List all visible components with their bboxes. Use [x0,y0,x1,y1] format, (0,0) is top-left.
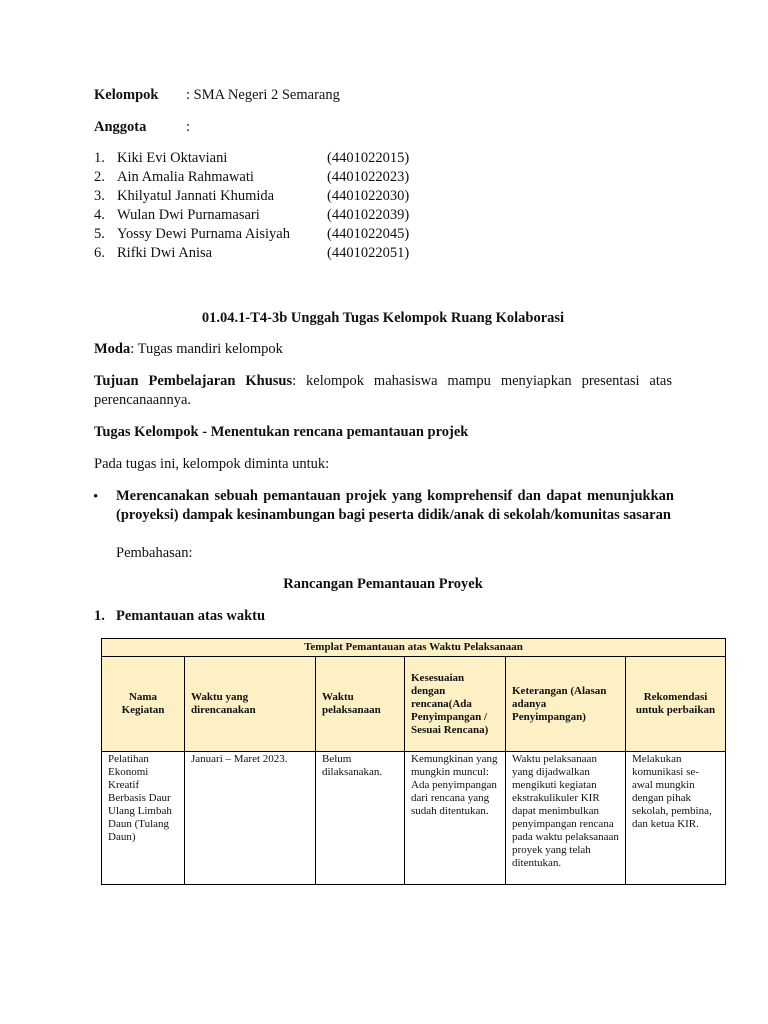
member-number: 1. [94,150,105,166]
tujuan-paragraph [94,372,672,410]
section-title: Pemantauan atas waktu [116,608,266,624]
cell-waktu-pelaksanaan: Belum dilaksanakan. [316,752,405,885]
member-id: (4401022051) [327,245,410,261]
kelompok-label: Kelompok [94,87,159,103]
member-name: Ain Amalia Rahmawati [117,169,254,185]
cell-kesesuaian-detail: Ada penyimpangan dari rencana yang sudah ditentukan. [411,779,497,817]
member-id: (4401022045) [327,226,410,242]
member-item [94,187,424,206]
intro-text: Pada tugas ini, kelompok diminta untuk: [94,456,330,472]
column-header-waktu-direncanakan: Waktu yang direncanakan [185,657,316,752]
cell-waktu-direncanakan: Januari – Maret 2023. [185,752,316,885]
member-name: Yossy Dewi Purnama Aisiyah [117,226,290,242]
anggota-label: Anggota [94,119,147,135]
member-item [94,206,424,225]
moda-line [94,340,672,359]
moda-label: Moda [94,341,131,357]
member-item [94,168,424,187]
kelompok-value: : SMA Negeri 2 Semarang [186,87,340,103]
member-id: (4401022039) [327,207,410,223]
moda-value: : Tugas mandiri kelompok [130,341,283,357]
cell-rekomendasi: Melakukan komunikasi se-awal mungkin dengan pihak sekolah, pembina, dan ketua KIR. [626,752,726,885]
column-header-kesesuaian: Kesesuaian dengan rencana(Ada Penyimpangan / Sesuai Rencana) [405,657,506,752]
monitoring-table [101,638,726,885]
member-item [94,244,424,263]
bullet-icon: • [93,489,99,505]
rancangan-title: Rancangan Pemantauan Proyek [283,576,483,592]
member-id: (4401022023) [327,169,410,185]
column-header-keterangan: Keterangan (Alasan adanya Penyimpangan) [506,657,626,752]
cell-nama-kegiatan: Pelatihan Ekonomi Kreatif Berbasis Daur Ulang Limbah Daun (Tulang Daun) [102,752,185,885]
member-item [94,149,424,168]
pembahasan-label: Pembahasan: [116,545,193,561]
member-number: 5. [94,226,105,242]
member-name: Khilyatul Jannati Khumida [117,188,275,204]
member-number: 2. [94,169,105,185]
member-name: Rifki Dwi Anisa [117,245,213,261]
column-header-rekomendasi: Rekomendasi untuk perbaikan [626,657,726,752]
table-row [102,752,726,885]
tujuan-value: : kelompok mahasiswa mampu menyiapkan presentasi atas perencanaannya. [94,373,672,408]
member-name: Kiki Evi Oktaviani [117,150,228,166]
member-number: 6. [94,245,105,261]
anggota-colon: : [186,119,191,135]
column-header-waktu-pelaksanaan: Waktu pelaksanaan [316,657,405,752]
member-item [94,225,424,244]
section-number: 1. [94,608,105,624]
bullet-text: Merencanakan sebuah pemantauan projek yang komprehensif dan dapat menunjukkan (proyeksi) dampak kesinambungan bagi peserta didik/anak di sekolah/komunitas sasaran [116,488,674,523]
member-number: 3. [94,188,105,204]
tugas-heading: Tugas Kelompok - Menentukan rencana pemantauan projek [94,424,469,440]
cell-keterangan: Waktu pelaksanaan yang dijadwalkan mengikuti kegiatan ekstrakulikuler KIR dapat menimbulkan penyimpangan rencana pada waktu pelaksanaan proyek yang telah ditentukan. [506,752,626,885]
column-header-nama-kegiatan: Nama Kegiatan [102,657,185,752]
cell-kesesuaian-intro: Kemungkinan yang mungkin muncul: [411,753,498,778]
member-id: (4401022015) [327,150,410,166]
document-title: 01.04.1-T4-3b Unggah Tugas Kelompok Ruang Kolaborasi [201,310,565,326]
tujuan-label: Tujuan Pembelajaran Khusus [94,373,293,389]
member-number: 4. [94,207,105,223]
member-id: (4401022030) [327,188,410,204]
member-name: Wulan Dwi Purnamasari [117,207,260,223]
table-title: Templat Pemantauan atas Waktu Pelaksanaan [102,639,726,657]
cell-kesesuaian [405,752,506,885]
